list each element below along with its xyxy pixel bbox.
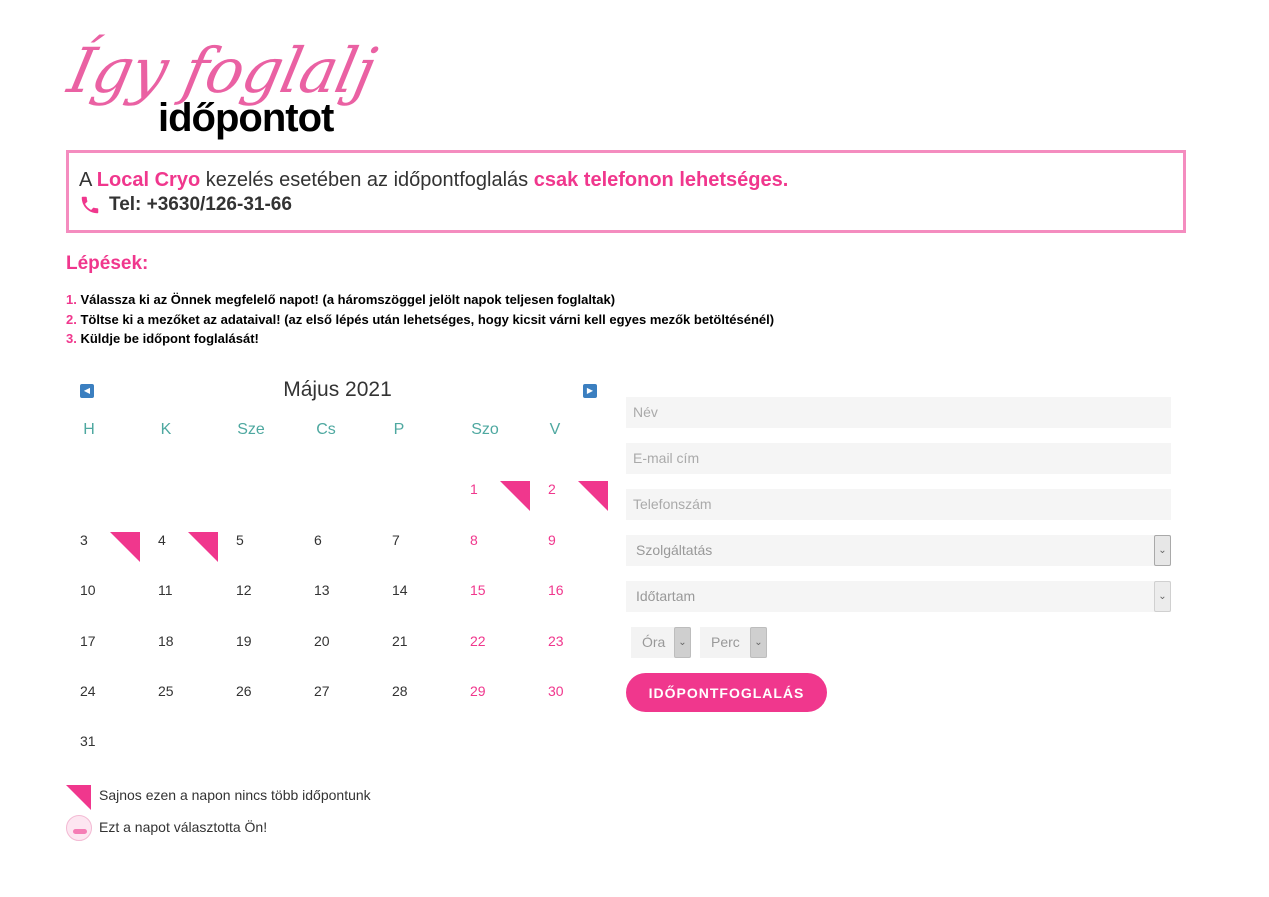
day-number: 24	[80, 683, 96, 699]
calendar-day[interactable]	[548, 633, 608, 673]
next-month-button[interactable]	[583, 384, 597, 398]
prev-month-button[interactable]	[80, 384, 94, 398]
notice-middle: kezelés esetében az időpontfoglalás	[200, 169, 534, 191]
calendar-day[interactable]	[80, 633, 140, 673]
day-number: 21	[392, 633, 408, 649]
weekday-header: H	[83, 421, 95, 438]
legend-selected-day	[66, 815, 396, 843]
step-text: Töltse ki a mezőket az adataival! (az első lépés után lehetséges, hogy kicsit várni kell egyes mezők betöltésénél)	[80, 311, 775, 327]
day-number: 4	[158, 532, 166, 548]
step-number: 3.	[66, 331, 77, 346]
heading-script-text: Így foglalj	[62, 34, 382, 107]
day-number: 29	[470, 683, 486, 699]
day-number: 26	[236, 683, 252, 699]
day-number: 19	[236, 633, 252, 649]
legend-full-day	[66, 785, 396, 810]
day-number: 31	[80, 733, 96, 749]
calendar-day[interactable]	[548, 582, 608, 622]
day-number: 30	[548, 683, 564, 699]
day-number: 18	[158, 633, 174, 649]
day-number: 23	[548, 633, 564, 649]
chevron-down-icon: ⌄	[674, 627, 691, 658]
fully-booked-marker-icon	[500, 481, 530, 511]
day-number: 5	[236, 532, 244, 548]
step-number: 1.	[66, 292, 77, 307]
day-number: 14	[392, 582, 408, 598]
day-number: 12	[236, 582, 252, 598]
weekday-header: Cs	[316, 421, 336, 438]
calendar-day[interactable]	[548, 532, 608, 572]
calendar-day[interactable]	[392, 683, 452, 723]
calendar-day[interactable]	[236, 633, 296, 673]
calendar-day[interactable]	[470, 532, 530, 572]
calendar-day[interactable]	[158, 683, 218, 723]
calendar-day[interactable]	[392, 532, 452, 572]
minute-select[interactable]	[700, 627, 767, 658]
calendar-day[interactable]	[80, 733, 140, 773]
notice-text	[79, 167, 1173, 193]
step-number: 2.	[66, 311, 77, 327]
step-item	[66, 290, 774, 310]
calendar-day[interactable]	[158, 582, 218, 622]
day-number: 13	[314, 582, 330, 598]
calendar-day[interactable]	[470, 481, 530, 521]
calendar-day[interactable]	[80, 582, 140, 622]
phone-only-notice	[66, 150, 1186, 233]
legend-full-text: Sajnos ezen a napon nincs több időpontunk	[99, 787, 371, 803]
service-select[interactable]	[626, 535, 1171, 566]
calendar-day[interactable]	[470, 633, 530, 673]
day-number: 28	[392, 683, 408, 699]
hour-select-value: Óra	[642, 634, 666, 650]
day-number: 11	[158, 582, 173, 598]
fully-booked-marker-icon	[188, 532, 218, 562]
day-number: 8	[470, 532, 478, 548]
legend-selected-text: Ezt a napot választotta Ön!	[99, 819, 268, 835]
day-number: 15	[470, 582, 486, 598]
calendar-day[interactable]	[158, 633, 218, 673]
day-number: 1	[470, 481, 478, 497]
phone-input[interactable]: Telefonszám	[626, 489, 1171, 520]
calendar-day[interactable]	[314, 532, 374, 572]
day-number: 9	[548, 532, 556, 548]
day-number: 7	[392, 532, 400, 548]
step-item	[66, 310, 774, 330]
service-select-value: Szolgáltatás	[636, 542, 713, 558]
day-number: 3	[80, 532, 88, 548]
chevron-down-icon: ⌄	[750, 627, 767, 658]
calendar-day[interactable]	[392, 633, 452, 673]
weekday-header: V	[549, 421, 561, 438]
step-text: Küldje be időpont foglalását!	[80, 331, 259, 346]
day-number: 16	[548, 582, 564, 598]
duration-select[interactable]	[626, 581, 1171, 612]
selected-day-logo-icon	[66, 815, 92, 841]
name-input[interactable]: Név	[626, 397, 1171, 428]
step-item	[66, 329, 774, 349]
calendar-day[interactable]	[470, 582, 530, 622]
calendar-day[interactable]	[548, 683, 608, 723]
calendar-day[interactable]	[80, 532, 140, 572]
full-day-marker-icon	[66, 785, 91, 810]
email-input[interactable]: E-mail cím	[626, 443, 1171, 474]
day-number: 20	[314, 633, 330, 649]
steps-title: Lépések:	[66, 253, 149, 274]
book-appointment-button[interactable]: IDŐPONTFOGLALÁS	[626, 673, 827, 712]
arrow-left-icon: ◀	[83, 386, 91, 395]
notice-highlight: csak telefonon lehetséges.	[533, 169, 789, 191]
fully-booked-marker-icon	[578, 481, 608, 511]
day-number: 2	[548, 481, 556, 497]
page-heading	[62, 30, 382, 145]
fully-booked-marker-icon	[110, 532, 140, 562]
phone-icon	[79, 194, 101, 216]
day-number: 10	[80, 582, 96, 598]
day-number: 17	[80, 633, 96, 649]
weekday-header: Sze	[237, 421, 265, 438]
arrow-right-icon: ▶	[586, 386, 594, 395]
day-number: 22	[470, 633, 486, 649]
phone-number: Tel: +3630/126-31-66	[109, 194, 292, 215]
minute-select-value: Perc	[711, 634, 740, 650]
weekday-header: Szo	[471, 421, 499, 438]
calendar-day[interactable]	[80, 683, 140, 723]
notice-prefix: A	[79, 169, 97, 191]
brand-name: Local Cryo	[96, 169, 201, 191]
steps-list	[66, 290, 774, 349]
calendar-day[interactable]	[314, 582, 374, 622]
weekday-header: P	[393, 421, 405, 438]
step-text: Válassza ki az Önnek megfelelő napot! (a háromszöggel jelölt napok teljesen foglaltak)	[80, 292, 616, 307]
calendar-day[interactable]	[236, 532, 296, 572]
phone-line	[79, 193, 1173, 217]
chevron-down-icon: ⌄	[1154, 535, 1171, 566]
calendar-day[interactable]	[236, 582, 296, 622]
hour-select[interactable]	[631, 627, 691, 658]
calendar-day[interactable]	[158, 532, 218, 572]
calendar-day[interactable]	[236, 683, 296, 723]
weekday-header: K	[160, 421, 172, 438]
calendar-day[interactable]	[314, 683, 374, 723]
day-number: 6	[314, 532, 322, 548]
calendar-day[interactable]	[548, 481, 608, 521]
calendar-day[interactable]	[470, 683, 530, 723]
heading-bold-text: időpontot	[158, 96, 334, 140]
chevron-down-icon: ⌄	[1154, 581, 1171, 612]
day-number: 27	[314, 683, 330, 699]
calendar-day[interactable]	[392, 582, 452, 622]
calendar-day[interactable]	[314, 633, 374, 673]
duration-select-value: Időtartam	[636, 588, 696, 604]
day-number: 25	[158, 683, 174, 699]
calendar-month-title: Május 2021	[283, 378, 392, 401]
